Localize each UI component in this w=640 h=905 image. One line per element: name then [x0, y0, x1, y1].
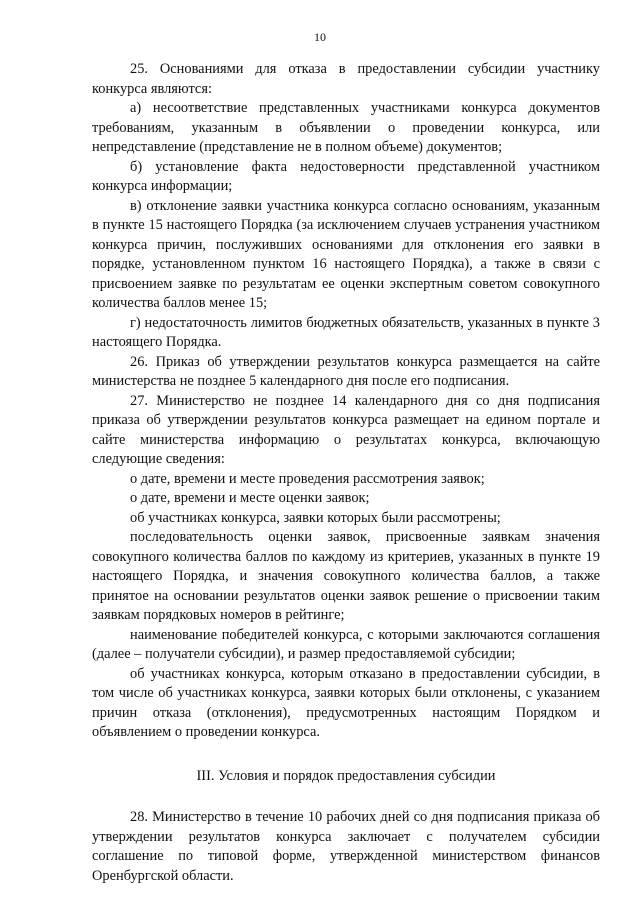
- paragraph-25d: г) недостаточность лимитов бюджетных обязательств, указанных в пункте 3 настоящего Порядка.: [92, 314, 600, 350]
- paragraph-26: 26. Приказ об утверждении результатов конкурса размещается на сайте министерства не позднее 5 календарного дня после его подписания.: [92, 353, 600, 389]
- paragraph-25: 25. Основаниями для отказа в предоставлении субсидии участнику конкурса являются:: [92, 61, 600, 97]
- paragraph-25a: а) несоответствие представленных участниками конкурса документов требованиям, указанным в объявлении о проведении конкурса, или непредставление (представление не в полном объеме) документов;: [92, 100, 600, 155]
- list-item-rejected-participants: об участниках конкурса, которым отказано в предоставлении субсидии, в том числе об участниках конкурса, заявки которых были отклонены, с указанием причин отказа (отклонения), предусмотренных настоящим Порядком и объявлением о проведении конкурса.: [92, 665, 600, 740]
- list-item-evaluation-sequence: последовательность оценки заявок, присвоенные заявкам значения совокупного количества баллов по каждому из критериев, указанных в пункте 19 настоящего Порядка, и значения совокупного количества баллов, а также принятое на основании результатов оценки заявок решение о присвоении таким заявкам порядковых номеров в рейтинге;: [92, 529, 600, 623]
- paragraph-27: 27. Министерство не позднее 14 календарного дня со дня подписания приказа об утверждении результатов конкурса размещает на едином портале и сайте министерства информацию о результатах конкурса, включающую следующие сведения:: [92, 392, 600, 467]
- paragraph-28: 28. Министерство в течение 10 рабочих дней со дня подписания приказа об утверждении результатов конкурса заключает с получателем субсидии соглашение по типовой форме, утвержденной министерством финансов Оренбургской области.: [92, 809, 600, 884]
- section-heading: III. Условия и порядок предоставления субсидии: [196, 767, 496, 784]
- paragraph-25c: в) отклонение заявки участника конкурса согласно основаниям, указанным в пункте 15 настоящего Порядка (за исключением случаев устранения участником конкурса причин, послуживших основаниями для отклонения его заявки в порядке, установленном пунктом 16 настоящего Порядка), а также в связи с присвоением заявке по результатам ее оценки экспертным советом совокупного количества баллов менее 15;: [92, 197, 600, 311]
- document-body: [92, 60, 600, 886]
- page-number: 10: [314, 30, 326, 44]
- list-item-evaluation-date: о дате, времени и месте оценки заявок;: [130, 490, 370, 506]
- list-item-reviewed-participants: об участниках конкурса, заявки которых были рассмотрены;: [130, 509, 501, 526]
- list-item-winners: наименование победителей конкурса, с которыми заключаются соглашения (далее – получатели субсидии), и размер предоставляемой субсидии;: [92, 626, 600, 662]
- list-item-review-date: о дате, времени и месте проведения рассмотрения заявок;: [130, 470, 485, 487]
- paragraph-25b: б) установление факта недостоверности представленной участником конкурса информации;: [92, 158, 600, 194]
